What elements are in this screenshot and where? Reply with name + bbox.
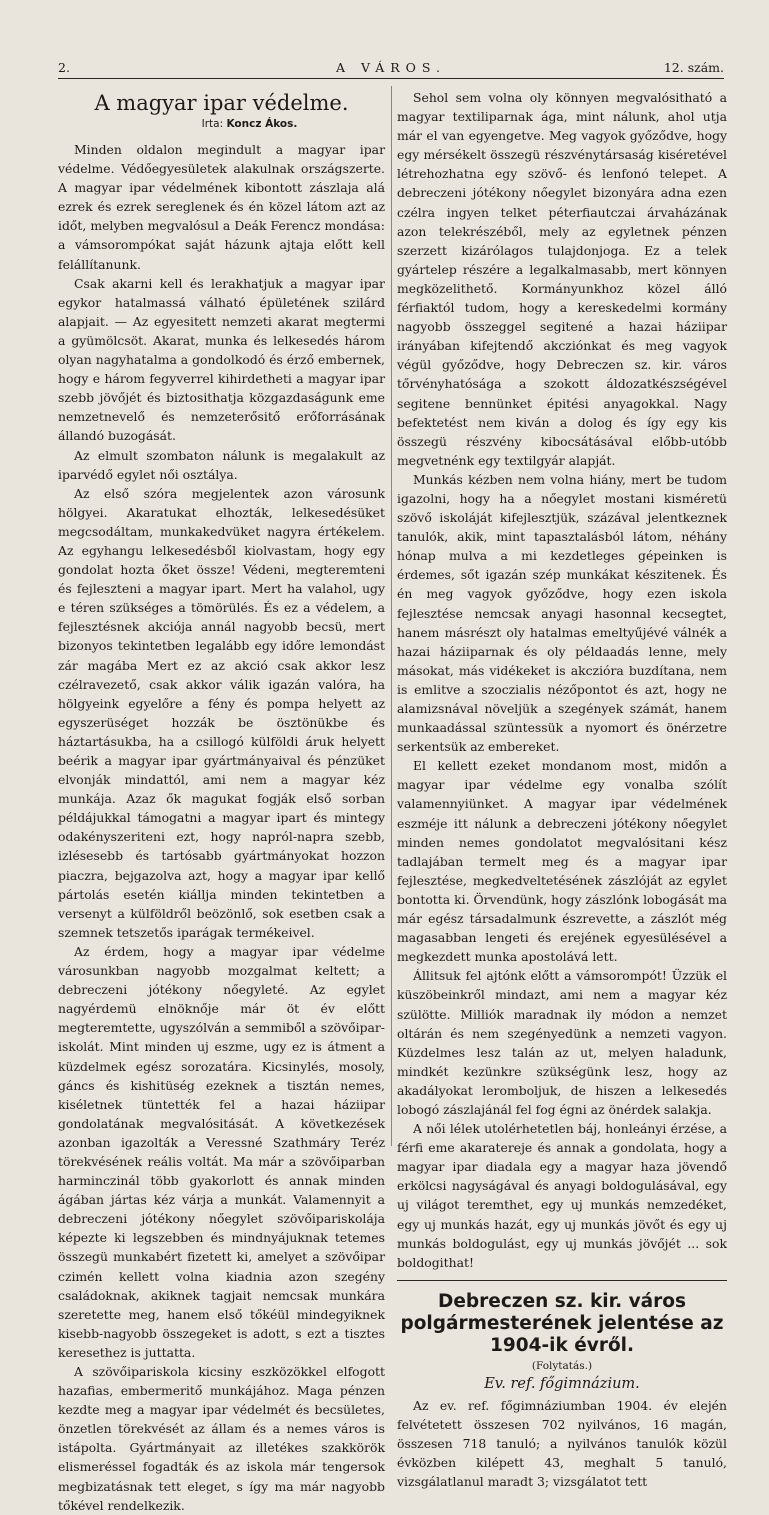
left-column — [58, 88, 385, 1515]
article-title: A magyar ipar védelme. — [94, 91, 349, 115]
article-paragraph: El kellett ezeket mondanom most, midőn a magyar ipar védelme egy vonalba szólít valamennyiünket. A magyar ipar védelmének eszméje itt nálunk a debreczeni jótékony nőegylet minden nemes gondolatot megvalósitani kész tadlajában termelt meg és a magyar ipar fejlesztése, megkedveltetésének zászlóját az egylet bontotta ki. Örvendünk, hogy zászlónk lobogását ma már egész társadalmunk észrevette, a zászlót még magasabban lengeti és erejének egyesülésével a megkezdett munka apostolává lett. — [397, 758, 728, 965]
author-name: Koncz Ákos. — [226, 118, 298, 130]
page-header — [58, 60, 724, 80]
article-paragraph: A női lélek utolérhetetlen báj, honleányi érzése, a férfi eme akaratereje és annak a gondolata, hogy a magyar ipar diadala egy a magyar haza jövendő erkölcsi nagyságával és anyagi boldogulásával, egy uj világot teremthet, egy uj munkás nemzedéket, egy uj munkás hazát, egy uj munkás jövőt és egy uj munkás boldogulást, egy uj munkás jövőjét ... sok boldogithat! — [397, 1121, 727, 1270]
article-paragraph: Állitsuk fel ajtónk előtt a vámsorompót! Üzzük el küszöbeinkről mindazt, ami nem a magyar kéz szülötte. Milliók maradnak ily módon a nemzet oltárán és nem szegényedünk a nemzeti vagyon. Küzdelmes lesz talán az ut, melyen haladunk, mindkét kezünkre szükségünk lesz, hogy az akadályokat leromboljuk, de hiszen a lelkesedés lobogó zászlajánál fel fog égni az önérdek salakja. — [397, 968, 727, 1117]
newspaper-title: A VÁROS. — [336, 60, 446, 75]
article-paragraph: Az elmult szombaton nálunk is megalakult az iparvédő egylet női osztálya. — [58, 447, 385, 482]
article-paragraph: A szövőipariskola kicsiny eszközökkel elfogott hazafias, embermeritő munkájához. Maga pénzen kezdte meg a magyar ipar védelmét és becsületes, önzetlen törekvését az állam és a nemes város is istápolta. Gyártmányait az illetékes szakkörök elismeréssel fogadták és az iskola már tengersok megbizatásnak tett eleget, s így ma már nagyobb tőkével rendelkezik. — [58, 1364, 385, 1513]
right-column — [397, 88, 727, 1491]
byline — [114, 116, 385, 132]
section-subheading: Ev. ref. főgimnázium. — [484, 1375, 640, 1392]
article-paragraph: Csak akarni kell és lerakhatjuk a magyar ipar egykor hatalmassá válható épületének szilárd alapjait. — Az egyesitett nemzeti akarat megtermi a gyümölcsöt. Akarat, munka és lelkesedés három olyan nagyhatalma a gondolkodó és érző embernek, hogy e három fegyverrel kihirdetheti a magyar ipar szebb jövőjét és biztosithatja közgazdaságunk eme nemzetnevelő és nemzeterősitő erőforrásának állandó buzogását. — [58, 275, 385, 444]
article-divider — [397, 1280, 727, 1281]
article-paragraph: Az érdem, hogy a magyar ipar védelme városunkban nagyobb mozgalmat keltett; a debreczeni jótékony nőegyleté. Az egylet nagyérdemü elnöknője már öt év előtt megteremtette, ugyszólván a semmiből a szövőipar-iskolát. Mint minden uj eszme, ugy ez is átment a küzdelmek egész sorozatára. Kicsinylés, mosoly, gáncs és kishitüség ezeknek a tisztán nemes, kiséletnek tüntették fel a hazai háziipar gondolatának megvalósitását. A következések azonban igazolták a Veressné Szathmáry Teréz törekvésének reális voltát. Ma már a szövőiparban harminczinál több gyakorlott és annak minden ágában jártas kéz várja a munkát. Valamennyit a debreczeni jótékony nőegylet szövőipariskolája képezte ki legszebben és mindnyájuknak tetemes összegü munkabért fizetett ki, amelyet a szövőipar czimén kellett volna kiadnia azon szegény családoknak, akiknek tagjait nemcsak munkára szeretette meg, hanem első tőkéül mindegyiknek kisebb-nagyobb összegeket is adott, s ezt a tisztes keresethez is juttatta. — [58, 943, 385, 1360]
issue-number: 12. szám. — [663, 60, 724, 75]
report-paragraph: Az ev. ref. főgimnáziumban 1904. év elején felvétetett összesen 702 nyilvános, 16 magán, összesen 718 tanuló; a nyilvános tanulók közül évközben kilépett 43, meghalt 5 tanuló, vizsgálatlanul maradt 3; vizsgálatot tett — [397, 1397, 727, 1490]
article-paragraph: Sehol sem volna oly könnyen megvalósitható a magyar textiliparnak ága, mint nálunk, ahol utja már el van egyengetve. Meg vagyok győződve, hogy egy mérsékelt összegü részvénytársaság kiséretével létrehozhatna egy szövő- és lenfonó telepet. A debreczeni jótékony nőegylet bizonyára adna ezen czélra ingyen telket péterfiautczai árvaházának azon telekrészéből, mely az egyletnek pénzen szerzett kizárólagos tulajdonjoga. Ez a telek gyártelep részére a legalkalmasabb, mert könnyen megközelithető. Kormányunkhoz közel álló férfiaktól tudom, hogy a kereskedelmi kormány nagyobb összeggel segitené a hazai háziipar irányában kifejtendő akcziónkat és meg vagyok végül győződve, hogy Debreczen sz. kir. város tőrvényhatósága a szokott áldozatkészségével segitene bennünket épitési anyagokkal. Nagy befektetést nem kiván a dolog és így egy kis összegü részvény kibocsátásával előbb-utóbb megvetnénk egy textilgyár alapját. — [397, 90, 727, 468]
article-paragraph: Minden oldalon megindult a magyar ipar védelme. Védőegyesületek alakulnak országszerte. A magyar ipar védelmének kibontott zászlaja alá ezrek és ezrek sereglenek és én közel látom azt az időt, melyben megvalósul a Deák Ferencz mondása: a vámsorompókat saját házunk ajtaja előtt kell felállítanunk. — [58, 142, 385, 272]
page-number: 2. — [58, 60, 70, 75]
article-paragraph: Az első szóra megjelentek azon városunk hölgyei. Akaratukat elhozták, lelkesedésüket megcsodáltam, munkakedvüket nagyra értékelem. Az egyhangu lelkesedésből kiolvastam, hogy egy gondolat hozta őket össze! Védeni, megteremteni és fejleszteni a magyar ipart. Mert ha valahol, ugy e téren szükséges a tömörülés. És ez a védelem, a fejlesztésnek akciója annál nagyobb becsü, mert bizonyos tekintetben legalább egy időre lemondást zár magába Mert ez az akció csak akkor lesz czélravezető, csak akkor válik igazán valóra, ha hölgyeink egyelőre a fény és pompa helyett az egyszerüséget hozzák be ösztönükbe és háztartásukba, ha a csillogó külföldi áruk helyett beérik a magyar ipar gyártmányaival és pénzüket elvonják mindattól, ami nem a magyar kéz munkája. Azaz ők magukat fogják első sorban példájukkal támogatni a magyar ipart és mintegy odakényszeriteni ezt, hogy napról-napra szebb, izlésesebb és tartósabb gyártmányokat hozzon piaczra, bejgazolva azt, hogy a magyar ipar kellő pártolás esetén kiállja minden tekintetben a versenyt a külföldről beözönlő, sok esetben csak a szemnek tetszetős iparágak termékeivel. — [58, 485, 385, 940]
column-separator — [391, 86, 392, 1146]
header-rule — [58, 78, 724, 79]
report-title: Debreczen sz. kir. város polgármesterének jelentése az 1904-ik évről. — [400, 1290, 724, 1356]
byline-prefix: Irta: — [201, 118, 224, 130]
article-paragraph: Munkás kézben nem volna hiány, mert be tudom igazolni, hogy ha a nőegylet mostani kisméretü szövő iskoláját kifejlesztjük, százával jelentkeznek tanulók, akik, mint tapasztalásból látom, néhány hónap mulva a mi kezdetleges gépeinken is érdemes, sőt igazán szép munkákat készitenek. És én meg vagyok győződve, hogy ezen iskola fejlesztése nemcsak anyagi hasonnal kecsegtet, hanem másrészt oly hatalmas emeltyűjévé válnék a hazai háziiparnak és oly példaadás lenne, mely másokat, más vidékeket is akczióra buzdítana, nem is emlitve a szoczialis nézőpontot és azt, hogy ne alamizsnával növeljük a szegények számát, hanem munkaadással szüntessük a nyomort és önérzetre serkentsük az embereket. — [397, 471, 727, 755]
continuation-note: (Folytatás.) — [531, 1359, 593, 1372]
